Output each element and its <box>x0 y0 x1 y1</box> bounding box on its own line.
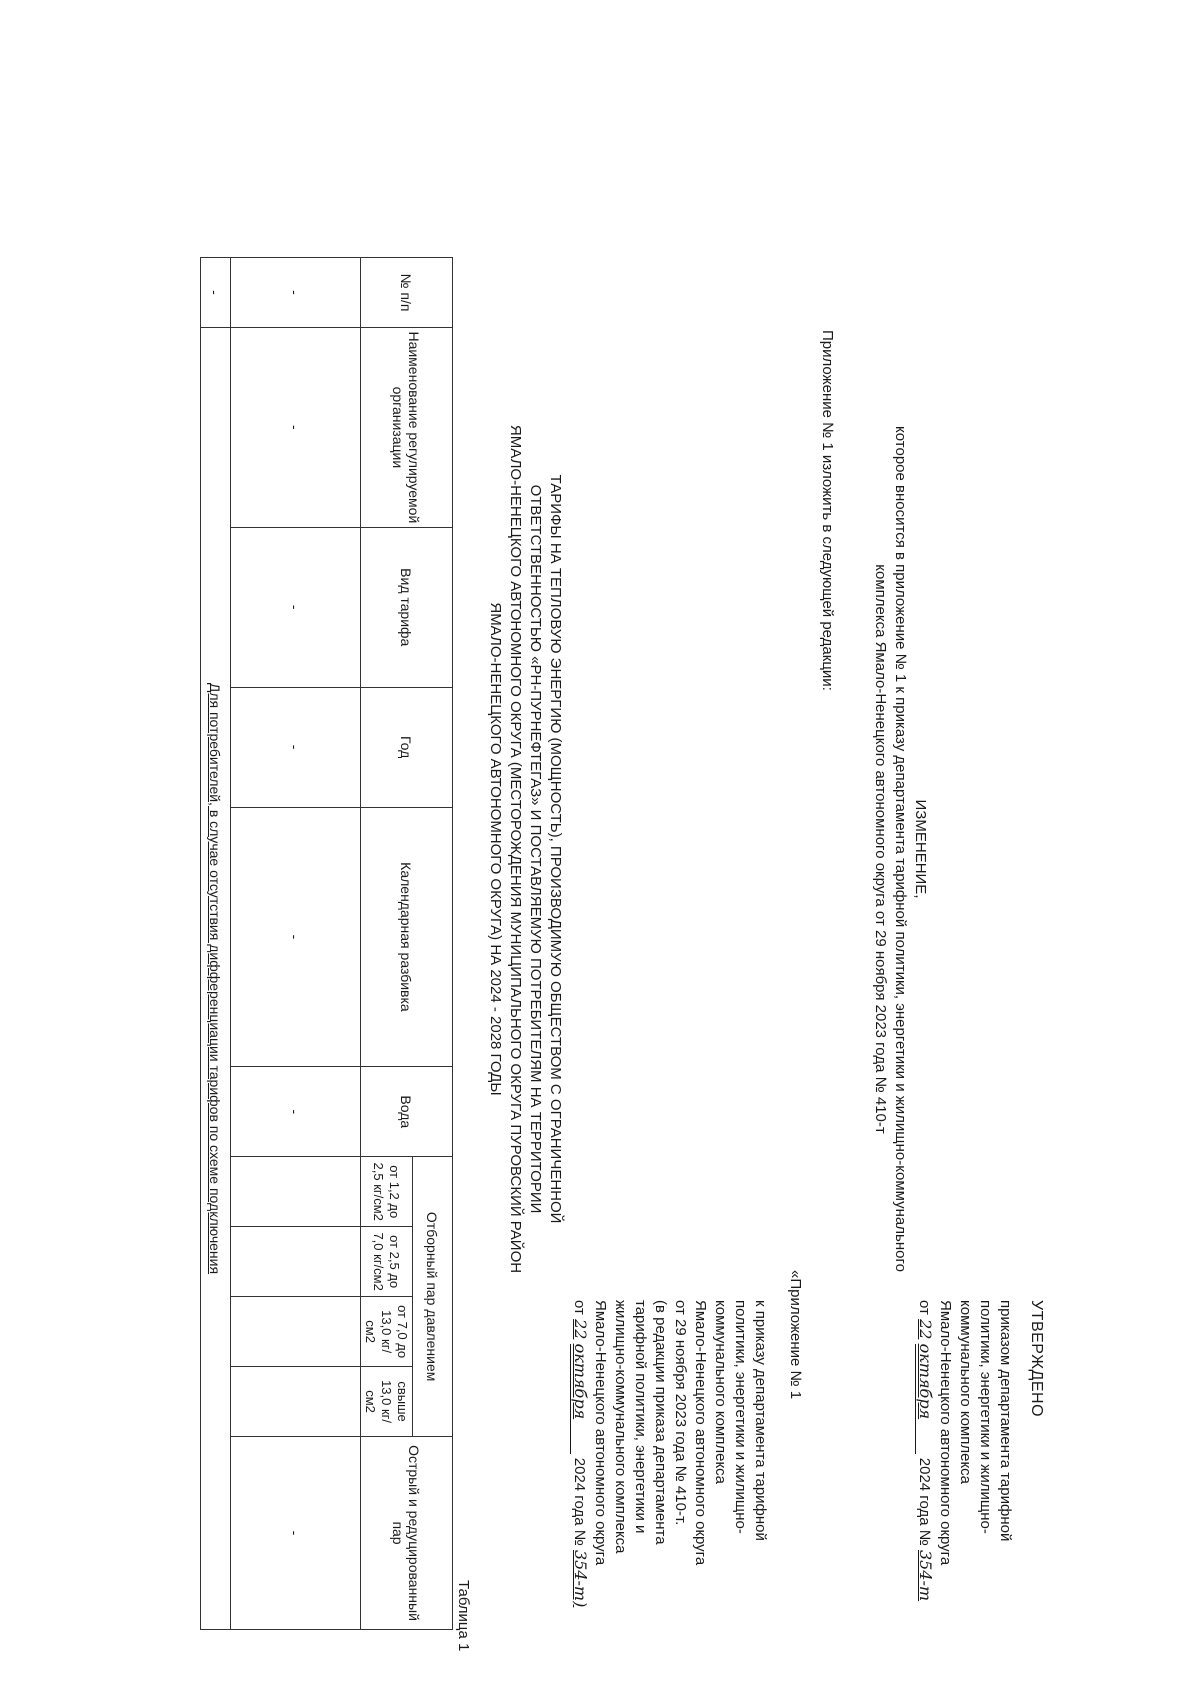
approval-date-prefix: от <box>916 1300 933 1315</box>
cell-p3 <box>231 1297 361 1367</box>
approval-year: 2024 года № <box>916 1457 933 1546</box>
footer-text: Для потребителей, в случае отсутствия дифференциации тарифов по схеме подключения <box>201 327 231 1629</box>
header-type: Вид тарифа <box>361 527 453 687</box>
tariff-heading-line4: ЯМАЛО-НЕНЕЦКОГО АВТОНОМНОГО ОКРУГА) НА 2024 - 2028 ГОДЫ <box>487 602 504 1096</box>
tariff-heading-line3: ЯМАЛО-НЕНЕЦКОГО АВТОНОМНОГО ОКРУГА (МЕСТОРОЖДЕНИЯ МУНИЦИПАЛЬНОГО ОКРУГА ПУРОВСКИЙ РАЙОН <box>507 424 524 1274</box>
tariff-table <box>200 257 453 1630</box>
header-calendar: Календарная разбивка <box>361 807 453 1067</box>
header-p4: свыше 13,0 кг/см2 <box>361 1367 413 1437</box>
table-header-row <box>413 258 453 1630</box>
change-subtitle-line1: которое вносится в приложение № 1 к приказу департамента тарифной политики, энергетики и жилищно-коммунального <box>892 426 909 1272</box>
cell-p1 <box>231 1157 361 1227</box>
annex-text <box>569 1300 770 1680</box>
cell-water: - <box>231 1067 361 1157</box>
header-p3: от 7,0 до 13,0 кг/см2 <box>361 1297 413 1367</box>
annex-line: политики, энергетики и жилищно- <box>732 1300 749 1534</box>
annex-title: «Приложение № 1 <box>787 1270 804 1400</box>
tariff-heading-line2: ОТВЕТСТВЕННОСТЬЮ «РН-ПУРНЕФТЕГАЗ» И ПОСТАВЛЯЕМУЮ ПОТРЕБИТЕЛЯМ НА ТЕРРИТОРИИ <box>527 484 544 1214</box>
change-subtitle-line2: комплекса Ямало-Ненецкого автономного округа от 29 ноября 2023 года № 410-т <box>872 564 889 1134</box>
approval-day: 22 <box>916 1319 935 1340</box>
approval-title: УТВЕРЖДЕНО <box>1028 1300 1045 1418</box>
header-water: Вода <box>361 1067 453 1157</box>
approval-line: коммунального комплекса <box>957 1300 974 1485</box>
annex-line: Ямало-Ненецкого автономного округа <box>692 1300 709 1566</box>
cell-num: - <box>231 258 361 328</box>
annex-line: тарифной политики, энергетики и <box>632 1300 649 1534</box>
cell-type: - <box>231 527 361 687</box>
change-title: ИЗМЕНЕНИЕ, <box>912 799 929 899</box>
annex-date-prefix: от <box>571 1300 588 1315</box>
approval-number: 354-т <box>916 1549 935 1602</box>
cell-p2 <box>231 1227 361 1297</box>
cell-calendar: - <box>231 807 361 1067</box>
cell-sharp: - <box>231 1437 361 1630</box>
table-caption: Таблица 1 <box>455 1580 472 1652</box>
header-p1: от 1,2 до 2,5 кг/см2 <box>361 1157 413 1227</box>
cell-org: - <box>231 327 361 527</box>
approval-line: приказом департамента тарифной <box>997 1300 1014 1542</box>
annex-year: 2024 года № <box>571 1457 588 1546</box>
header-year: Год <box>361 687 453 807</box>
approval-line: политики, энергетики и жилищно- <box>977 1300 994 1534</box>
cell-year: - <box>231 687 361 807</box>
annex-line: от 29 ноября 2023 года № 410-т. <box>672 1300 689 1526</box>
header-num: № п/п <box>361 258 453 328</box>
annex-number: 354-т) <box>571 1549 590 1608</box>
header-p2: от 2,5 до 7,0 кг/см2 <box>361 1227 413 1297</box>
table-row <box>231 258 361 1630</box>
annex-line: коммунального комплекса <box>712 1300 729 1485</box>
footer-num: - <box>201 258 231 328</box>
header-sharp: Острый и редуцированный пар <box>361 1437 453 1630</box>
annex-line: (в редакции приказа департамента <box>652 1300 669 1545</box>
annex-line: жилищно-коммунального комплекса <box>612 1300 629 1554</box>
instruction-text: Приложение № 1 изложить в следующей редакции: <box>819 330 836 691</box>
approval-month: октября <box>915 1344 934 1454</box>
approval-line: Ямало-Ненецкого автономного округа <box>937 1300 954 1566</box>
annex-line: Ямало-Ненецкого автономного округа <box>592 1300 609 1566</box>
table-footer-row <box>201 258 231 1630</box>
cell-p4 <box>231 1367 361 1437</box>
tariff-heading-line1: ТАРИФЫ НА ТЕПЛОВУЮ ЭНЕРГИЮ (МОЩНОСТЬ), ПРОИЗВОДИМУЮ ОБЩЕСТВОМ С ОГРАНИЧЕННОЙ <box>547 474 564 1224</box>
header-steam-group: Отборный пар давлением <box>413 1157 453 1437</box>
annex-line: к приказу департамента тарифной <box>752 1300 769 1541</box>
annex-date <box>569 1300 590 1680</box>
annex-month: октября <box>570 1344 589 1454</box>
annex-day: 22 <box>571 1319 590 1340</box>
header-org: Наименование регулируемой организации <box>361 327 453 527</box>
